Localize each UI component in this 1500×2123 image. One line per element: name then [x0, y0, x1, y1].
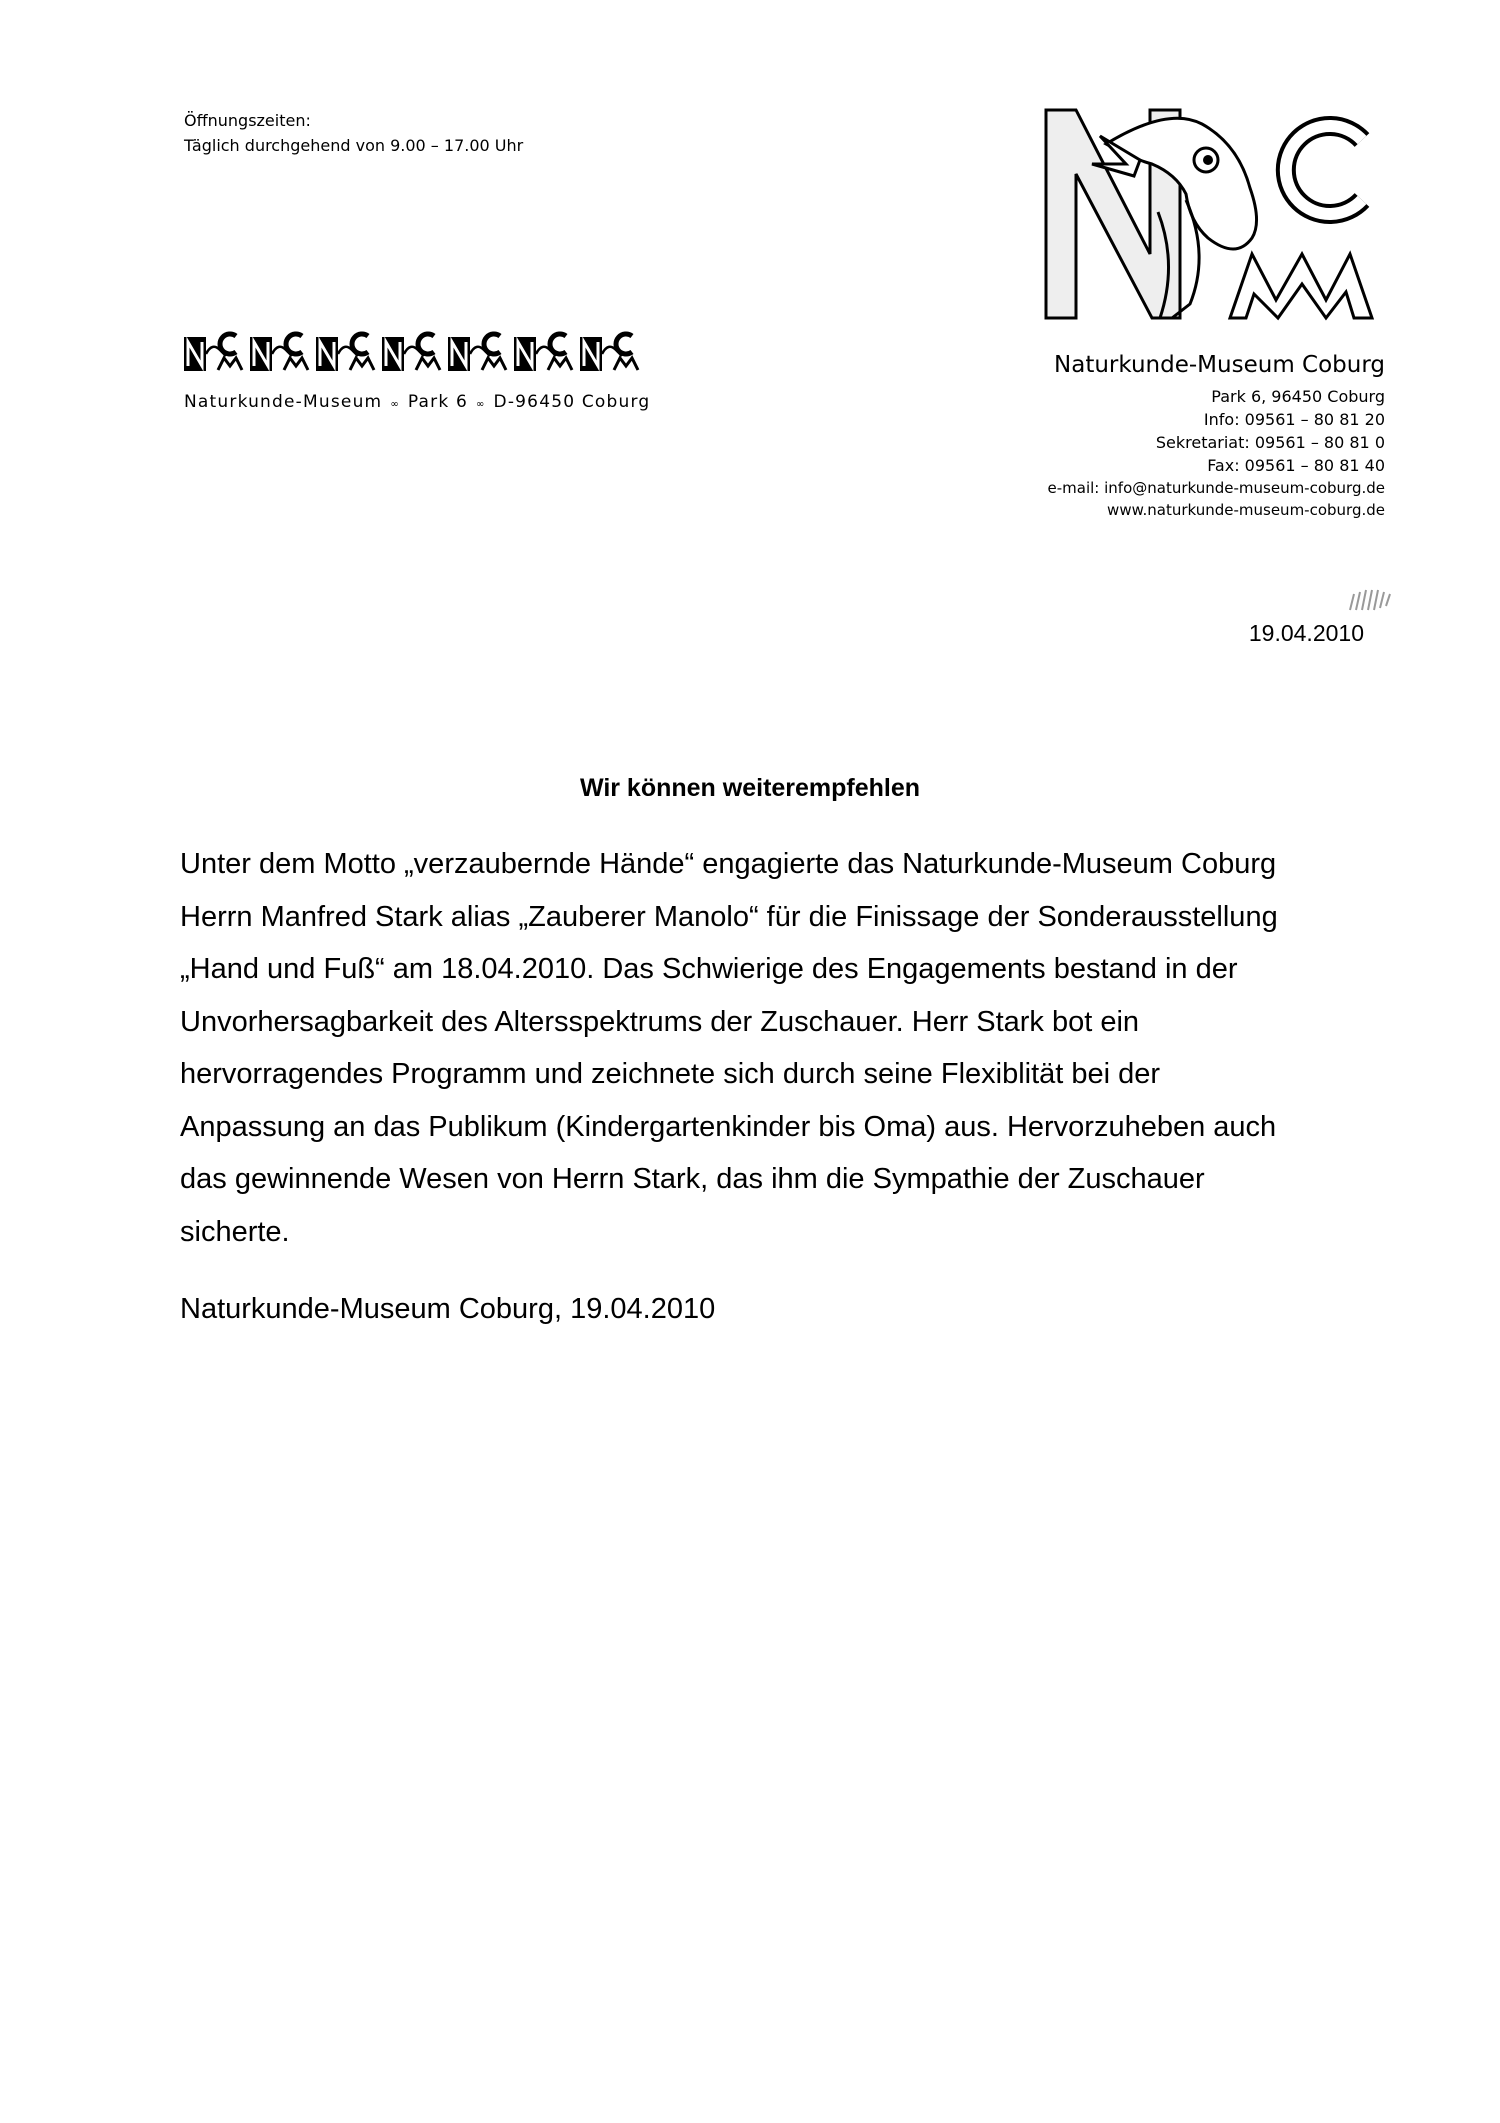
body-line: hervorragendes Programm und zeichnete sich durch seine Flexiblität bei der	[180, 1058, 1161, 1090]
contact-info-phone: Info: 09561 – 80 81 20	[1203, 410, 1385, 429]
contact-email: e-mail: info@naturkunde-museum-coburg.de	[1047, 479, 1385, 497]
contact-block	[1048, 348, 1385, 521]
letter-signoff: Naturkunde-Museum Coburg, 19.04.2010	[180, 1293, 716, 1325]
contact-fax: Fax: 09561 – 80 81 40	[1207, 456, 1385, 475]
sender-city: D-96450 Coburg	[493, 392, 651, 412]
contact-secretariat-phone: Sekretariat: 09561 – 80 81 0	[1155, 433, 1385, 452]
body-line: das gewinnende Wesen von Herrn Stark, das ihm die Sympathie der Zuschauer	[180, 1163, 1205, 1195]
separator-icon: ∞	[476, 399, 486, 410]
body-line: Unvorhersagbarkeit des Altersspektrums der Zuschauer. Herr Stark bot ein	[180, 1005, 1140, 1038]
letter-body	[180, 838, 1340, 1258]
body-line: Unter dem Motto „verzaubernde Hände“ engagierte das Naturkunde-Museum Coburg	[180, 848, 1277, 880]
contact-address: Park 6, 96450 Coburg	[1211, 387, 1385, 406]
body-line: Herrn Manfred Stark alias „Zauberer Manolo“ für die Finissage der Sonderausstellung	[180, 900, 1278, 933]
sender-org: Naturkunde-Museum	[184, 392, 383, 412]
contact-website: www.naturkunde-museum-coburg.de	[1107, 501, 1385, 519]
contact-org-name: Naturkunde-Museum Coburg	[1054, 352, 1385, 378]
opening-hours	[184, 108, 523, 158]
letter-date: 19.04.2010	[1248, 620, 1364, 646]
sender-address-line	[184, 392, 650, 412]
opening-hours-heading: Öffnungszeiten:	[184, 111, 311, 130]
sender-street: Park 6	[407, 392, 469, 412]
letter-subject: Wir können weiterempfehlen	[579, 774, 921, 802]
museum-logo	[1040, 104, 1385, 326]
body-line: „Hand und Fuß“ am 18.04.2010. Das Schwierige des Engagements bestand in der	[180, 953, 1238, 985]
body-line: sicherte.	[180, 1215, 290, 1248]
body-line: Anpassung an das Publikum (Kindergartenkinder bis Oma) aus. Hervorzuheben auch	[180, 1110, 1277, 1143]
logo-strip	[184, 330, 640, 372]
opening-hours-detail: Täglich durchgehend von 9.00 – 17.00 Uhr	[184, 136, 524, 155]
separator-icon: ∞	[390, 399, 400, 410]
stamp-mark	[1340, 584, 1410, 614]
